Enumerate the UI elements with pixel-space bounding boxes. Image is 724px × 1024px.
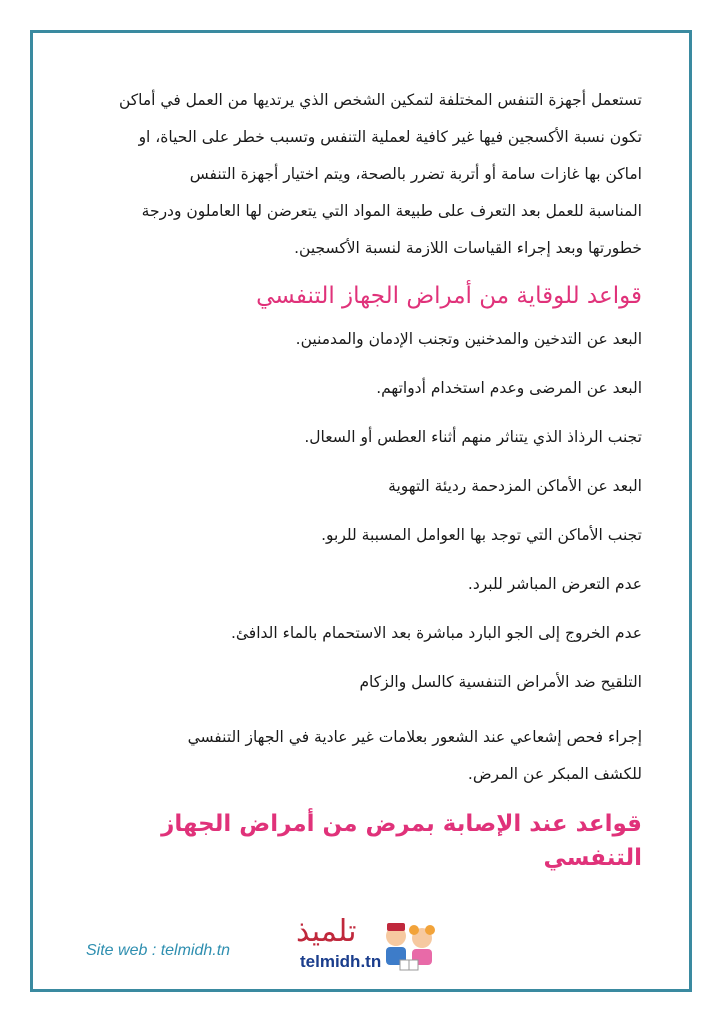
intro-line: تكون نسبة الأكسجين فيها غير كافية لعملية التنفس وتسبب خطر على الحياة، او	[138, 128, 642, 146]
rule-item: التلقيح ضد الأمراض التنفسية كالسل والزكام	[359, 673, 642, 691]
prevention-rules-list	[82, 327, 642, 793]
intro-line: اماكن بها غازات سامة أو أتربة تضرر بالصحة، ويتم اختيار أجهزة التنفس	[189, 165, 642, 183]
rule-item: تجنب الأماكن التي توجد بها العوامل المسببة للربو.	[321, 526, 642, 544]
rule-line: للكشف المبكر عن المرض.	[467, 765, 642, 783]
rule-item: عدم التعرض المباشر للبرد.	[467, 575, 642, 593]
rule-item: البعد عن المرضى وعدم استخدام أدواتهم.	[376, 379, 642, 397]
intro-line: خطورتها وبعد إجراء القياسات اللازمة لنسبة الأكسجين.	[294, 239, 642, 257]
logo-latin-text: telmidh.tn	[300, 952, 382, 971]
rule-item: عدم الخروج إلى الجو البارد مباشرة بعد الاستحمام بالماء الدافئ.	[230, 624, 642, 642]
site-url: Site web : telmidh.tn	[86, 942, 231, 959]
intro-line: المناسبة للعمل بعد التعرف على طبيعة المواد التي يتعرضن لها العاملون ودرجة	[141, 202, 642, 220]
intro-line: تستعمل أجهزة التنفس المختلفة لتمكين الشخص الذي يرتديها من العمل في أماكن	[118, 91, 642, 109]
rule-item-multiline	[82, 719, 642, 793]
rule-item: البعد عن الأماكن المزدحمة رديئة التهوية	[388, 477, 642, 495]
telmidh-logo	[296, 914, 446, 978]
intro-paragraph	[82, 82, 642, 267]
infection-heading: قواعد عند الإصابة بمرض من أمراض الجهاز التنفسي	[161, 811, 642, 871]
rule-item: تجنب الرذاذ الذي يتناثر منهم أثناء العطس أو السعال.	[304, 428, 642, 446]
document-body	[82, 82, 642, 889]
kids-reading-icon	[376, 920, 440, 976]
logo-arabic-text: تلميذ	[296, 914, 357, 949]
rule-line: إجراء فحص إشعاعي عند الشعور بعلامات غير عادية في الجهاز التنفسي	[187, 728, 642, 746]
prevention-heading: قواعد للوقاية من أمراض الجهاز التنفسي	[256, 283, 642, 309]
rule-item: البعد عن التدخين والمدخنين وتجنب الإدمان والمدمنين.	[295, 330, 642, 348]
